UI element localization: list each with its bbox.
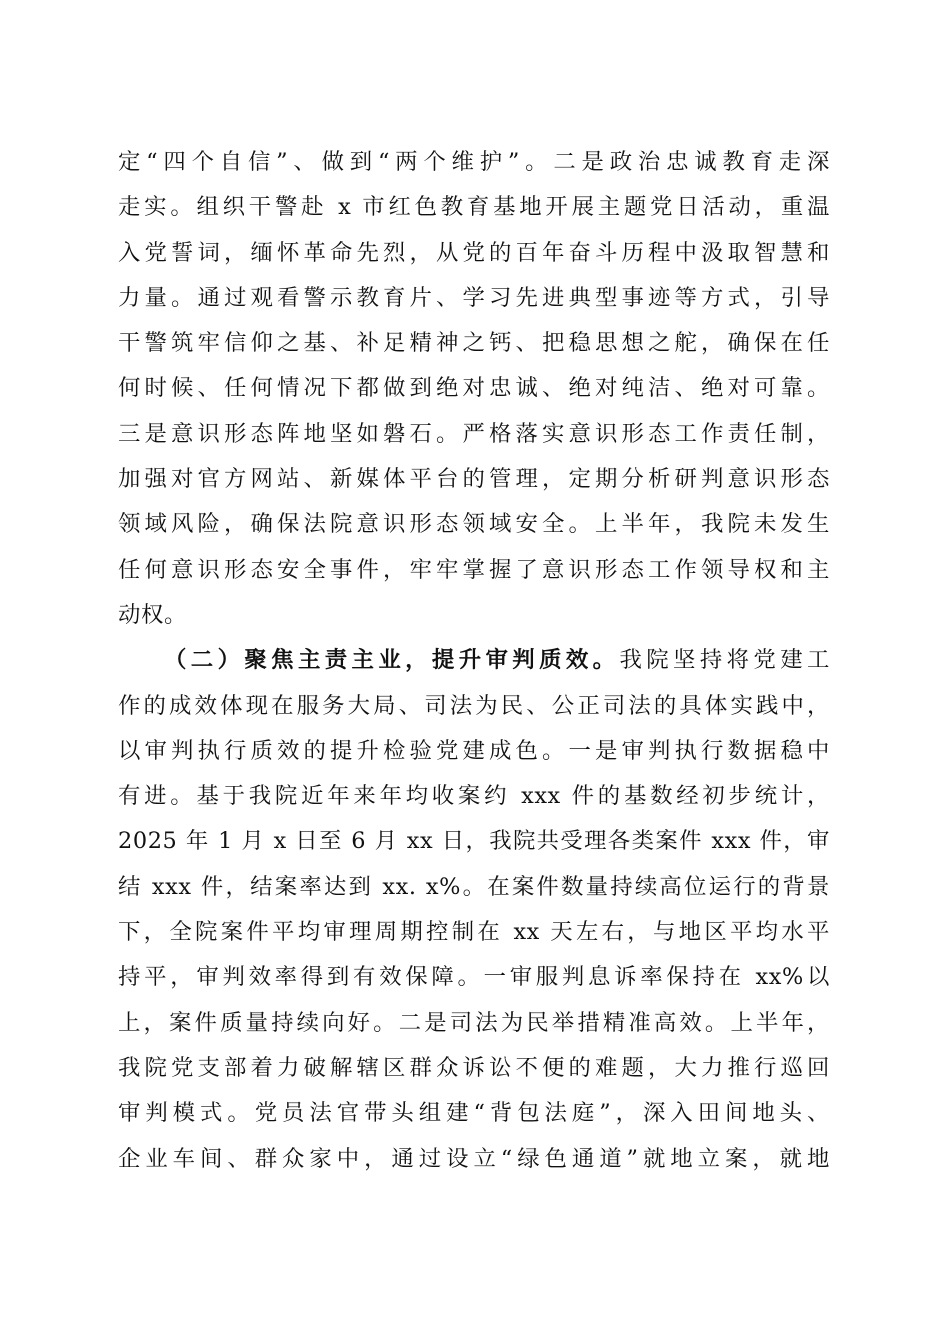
text-line: 我院党支部着力破解辖区群众诉讼不便的难题，大力推行巡回 — [118, 1054, 830, 1081]
section-heading-line — [118, 638, 830, 683]
text-line: 审判模式。党员法官带头组建“背包法庭”，深入田间地头、 — [118, 1100, 830, 1127]
text-line: 持平，审判效率得到有效保障。一审服判息诉率保持在 xx%以 — [118, 964, 830, 991]
text-line: 领域风险，确保法院意识形态领域安全。上半年，我院未发生 — [118, 511, 830, 538]
text-line: 何时候、任何情况下都做到绝对忠诚、绝对纯洁、绝对可靠。 — [118, 375, 830, 402]
text-line: 三是意识形态阵地坚如磐石。严格落实意识形态工作责任制， — [118, 420, 830, 447]
text-line: 走实。组织干警赴 x 市红色教育基地开展主题党日活动，重温 — [118, 194, 830, 221]
text-line: 动权。 — [118, 601, 187, 628]
text-line: 2025 年 1 月 x 日至 6 月 xx 日，我院共受理各类案件 xxx 件，审 — [118, 828, 830, 855]
text-line: 干警筑牢信仰之基、补足精神之钙、把稳思想之舵，确保在任 — [118, 330, 830, 357]
text-line: 加强对官方网站、新媒体平台的管理，定期分析研判意识形态 — [118, 466, 830, 493]
text-line: 力量。通过观看警示教育片、学习先进典型事迹等方式，引导 — [118, 284, 830, 311]
body-text — [118, 140, 830, 1182]
text-line: 作的成效体现在服务大局、司法为民、公正司法的具体实践中， — [118, 692, 830, 719]
text-line: 入党誓词，缅怀革命先烈，从党的百年奋斗历程中汲取智慧和 — [118, 239, 830, 266]
text-line: 任何意识形态安全事件，牢牢掌握了意识形态工作领导权和主 — [118, 556, 830, 583]
section-heading: （二）聚焦主责主业，提升审判质效。 — [164, 647, 620, 674]
text-line: 有进。基于我院近年来年均收案约 xxx 件的基数经初步统计， — [118, 783, 830, 810]
text-line: 企业车间、群众家中，通过设立“绿色通道”就地立案，就地 — [118, 1145, 830, 1172]
text-line: 以审判执行质效的提升检验党建成色。一是审判执行数据稳中 — [118, 737, 830, 764]
text-line: 定“四个自信”、做到“两个维护”。二是政治忠诚教育走深 — [118, 149, 830, 175]
text-line: 上，案件质量持续向好。二是司法为民举措精准高效。上半年， — [118, 1009, 830, 1036]
section-heading-rest: 我院坚持将党建工 — [619, 647, 830, 674]
text-line: 下，全院案件平均审理周期控制在 xx 天左右，与地区平均水平 — [118, 919, 830, 946]
text-line: 结 xxx 件，结案率达到 xx. x%。在案件数量持续高位运行的背景 — [118, 873, 830, 900]
